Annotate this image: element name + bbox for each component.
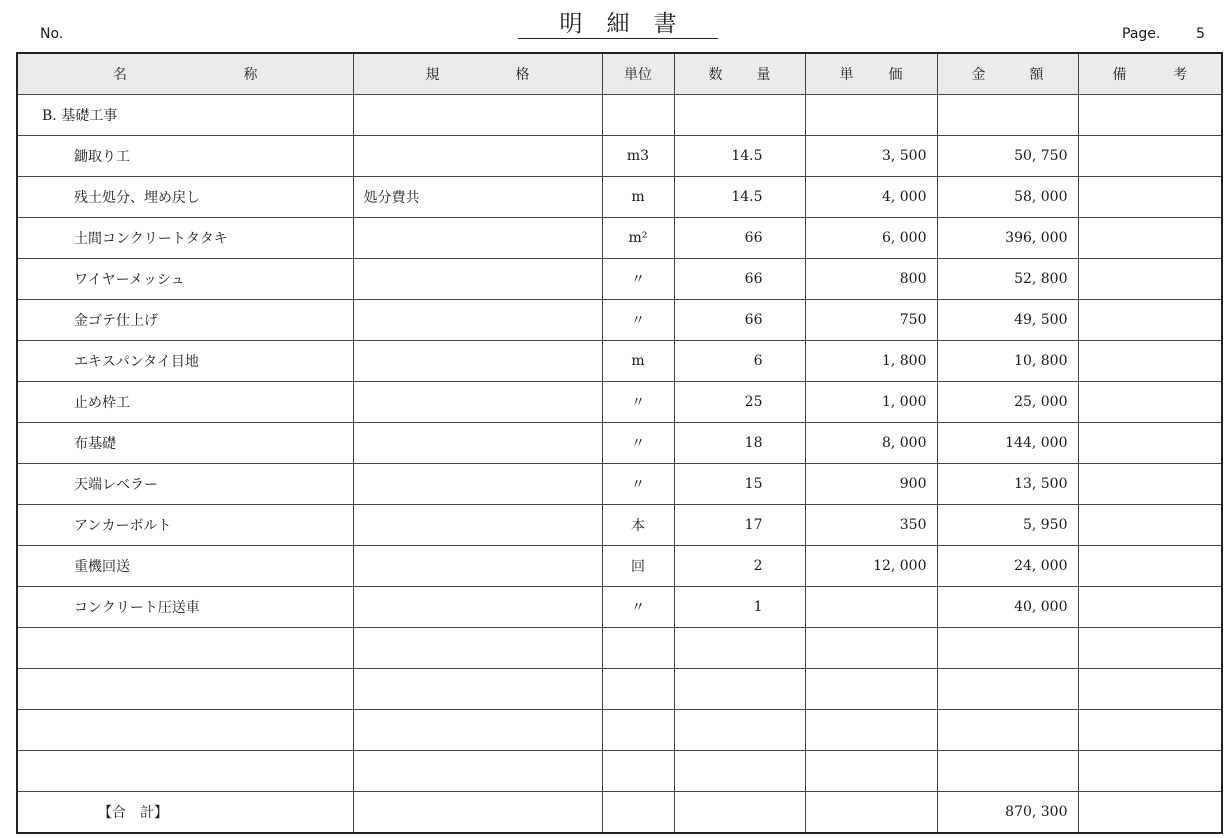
item-unit: 〃 [602,259,674,300]
empty-row [17,751,1222,792]
item-spec [353,300,602,341]
col-header-price: 単 価 [805,53,937,95]
item-amount: 52, 800 [937,259,1078,300]
item-qty: 25 [674,382,805,423]
item-unit: 〃 [602,382,674,423]
item-spec [353,423,602,464]
item-unit: 〃 [602,300,674,341]
col-header-note: 備 考 [1078,53,1222,95]
item-amount: 49, 500 [937,300,1078,341]
item-qty: 15 [674,464,805,505]
item-spec [353,259,602,300]
empty-row [17,628,1222,669]
item-spec [353,505,602,546]
item-note [1078,505,1222,546]
page-label: Page. [1122,26,1161,42]
table-row [17,505,1222,546]
table-row [17,136,1222,177]
table-row [17,300,1222,341]
item-qty: 6 [674,341,805,382]
item-name: 布基礎 [17,423,353,464]
item-name: エキスパンタイ目地 [17,341,353,382]
item-name: 止め枠工 [17,382,353,423]
item-amount: 396, 000 [937,218,1078,259]
item-spec [353,587,602,628]
table-row [17,218,1222,259]
item-note [1078,341,1222,382]
item-qty: 66 [674,218,805,259]
item-qty: 17 [674,505,805,546]
item-amount: 24, 000 [937,546,1078,587]
item-unit: 本 [602,505,674,546]
section-row [17,95,1222,136]
item-name: 金ゴテ仕上げ [17,300,353,341]
col-header-unit: 単位 [602,53,674,95]
item-qty: 14.5 [674,136,805,177]
total-amount: 870, 300 [937,792,1078,834]
document-title: 明細書 [518,10,718,39]
item-amount: 25, 000 [937,382,1078,423]
item-amount: 40, 000 [937,587,1078,628]
item-note [1078,464,1222,505]
item-spec: 処分費共 [353,177,602,218]
col-header-amount: 金 額 [937,53,1078,95]
item-price: 6, 000 [805,218,937,259]
table-row [17,341,1222,382]
item-name: 土間コンクリートタタキ [17,218,353,259]
item-qty: 66 [674,300,805,341]
empty-row [17,669,1222,710]
item-note [1078,136,1222,177]
section-title: B. 基礎工事 [17,95,353,136]
item-unit: 〃 [602,464,674,505]
item-note [1078,259,1222,300]
item-note [1078,177,1222,218]
item-unit: 〃 [602,587,674,628]
table-row [17,259,1222,300]
item-name: 残土処分、埋め戻し [17,177,353,218]
item-name: 天端レベラー [17,464,353,505]
item-price: 12, 000 [805,546,937,587]
item-name: アンカーボルト [17,505,353,546]
item-amount: 10, 800 [937,341,1078,382]
item-price: 350 [805,505,937,546]
item-unit: m3 [602,136,674,177]
detail-table [16,52,1223,834]
item-name: 重機回送 [17,546,353,587]
item-spec [353,218,602,259]
item-price: 800 [805,259,937,300]
item-unit: 〃 [602,423,674,464]
item-amount: 144, 000 [937,423,1078,464]
item-spec [353,136,602,177]
item-qty: 14.5 [674,177,805,218]
item-qty: 66 [674,259,805,300]
item-unit: m² [602,218,674,259]
item-name: ワイヤーメッシュ [17,259,353,300]
item-price: 3, 500 [805,136,937,177]
item-unit: m [602,177,674,218]
document-number-label: No. [40,26,64,42]
item-spec [353,382,602,423]
table-row [17,382,1222,423]
item-note [1078,382,1222,423]
col-header-name: 名 称 [17,53,353,95]
table-header-row [17,53,1222,95]
item-qty: 18 [674,423,805,464]
item-amount: 58, 000 [937,177,1078,218]
item-note [1078,546,1222,587]
item-spec [353,546,602,587]
item-note [1078,300,1222,341]
item-note [1078,423,1222,464]
table-row [17,587,1222,628]
item-unit: 回 [602,546,674,587]
total-row [17,792,1222,834]
table-row [17,177,1222,218]
col-header-spec: 規 格 [353,53,602,95]
item-qty: 2 [674,546,805,587]
item-spec [353,464,602,505]
item-price: 750 [805,300,937,341]
item-spec [353,341,602,382]
item-price: 8, 000 [805,423,937,464]
item-price: 4, 000 [805,177,937,218]
item-note [1078,218,1222,259]
item-amount: 5, 950 [937,505,1078,546]
empty-row [17,710,1222,751]
item-unit: m [602,341,674,382]
item-qty: 1 [674,587,805,628]
item-price: 900 [805,464,937,505]
col-header-qty: 数 量 [674,53,805,95]
item-price [805,587,937,628]
item-amount: 13, 500 [937,464,1078,505]
item-name: コンクリート圧送車 [17,587,353,628]
page-number: 5 [1196,26,1205,42]
table-row [17,423,1222,464]
item-amount: 50, 750 [937,136,1078,177]
table-row [17,546,1222,587]
item-price: 1, 800 [805,341,937,382]
item-note [1078,587,1222,628]
item-name: 鋤取り工 [17,136,353,177]
total-label: 【合 計】 [17,792,353,834]
item-price: 1, 000 [805,382,937,423]
table-row [17,464,1222,505]
